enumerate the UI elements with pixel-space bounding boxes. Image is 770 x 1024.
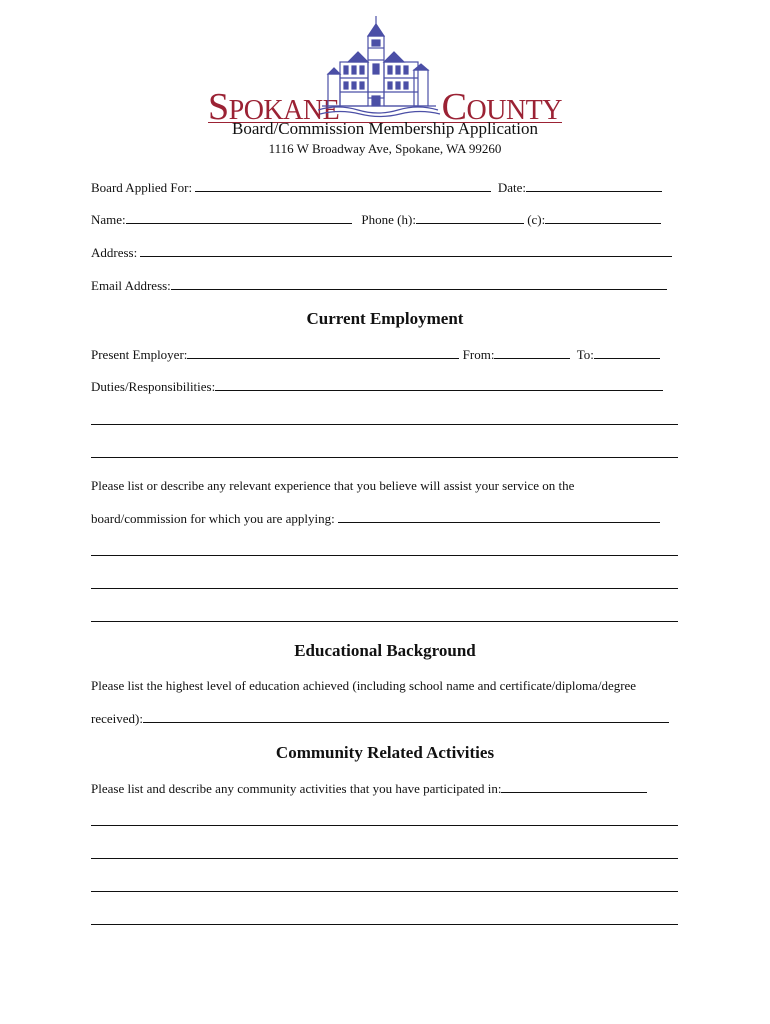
row-name-phone	[91, 211, 661, 228]
education-prompt-line1: Please list the highest level of education achieved (including school name and certificate/diploma/degree	[91, 678, 637, 693]
experience-blank-line[interactable]	[91, 555, 678, 556]
address-label: Address:	[91, 245, 138, 260]
current-employment-heading: Current Employment	[306, 309, 464, 328]
email-input[interactable]	[171, 277, 667, 290]
date-label: Date:	[497, 180, 527, 195]
email-label: Email Address:	[91, 278, 171, 293]
date-input[interactable]	[526, 179, 662, 192]
community-blank-line[interactable]	[91, 924, 678, 925]
community-prompt: Please list and describe any community activities that you have participated in:	[91, 781, 502, 796]
row-email	[91, 277, 667, 294]
name-input[interactable]	[126, 211, 352, 224]
address-input[interactable]	[140, 244, 672, 257]
county-address: 1116 W Broadway Ave, Spokane, WA 99260	[268, 141, 502, 156]
phone-home-input[interactable]	[416, 211, 524, 224]
row-community	[91, 780, 647, 797]
experience-prompt-line1: Please list or describe any relevant experience that you believe will assist your service on the	[91, 478, 575, 493]
courthouse-building-icon	[318, 14, 448, 118]
community-blank-line[interactable]	[91, 891, 678, 892]
community-input[interactable]	[501, 780, 647, 793]
row-board-date	[91, 179, 662, 196]
experience-prompt-line2: board/commission for which you are applying:	[91, 511, 335, 526]
to-label: To:	[576, 347, 594, 362]
present-employer-input[interactable]	[187, 346, 459, 359]
row-employer	[91, 346, 660, 363]
form-title: Board/Commission Membership Application	[232, 119, 538, 138]
row-education	[91, 710, 669, 727]
from-label: From:	[462, 347, 495, 362]
experience-blank-line[interactable]	[91, 621, 678, 622]
educational-background-heading: Educational Background	[294, 641, 476, 660]
phone-cell-input[interactable]	[545, 211, 661, 224]
logo-word-county: COUNTY	[441, 86, 562, 128]
board-applied-input[interactable]	[195, 179, 491, 192]
duties-label: Duties/Responsibilities:	[91, 379, 216, 394]
duties-blank-line[interactable]	[91, 424, 678, 425]
from-input[interactable]	[494, 346, 570, 359]
phone-home-label: Phone (h):	[361, 212, 416, 227]
duties-blank-line[interactable]	[91, 457, 678, 458]
name-label: Name:	[91, 212, 126, 227]
education-prompt-line2: received):	[91, 711, 143, 726]
present-employer-label: Present Employer:	[91, 347, 188, 362]
experience-input[interactable]	[338, 510, 660, 523]
row-experience	[91, 510, 660, 527]
experience-blank-line[interactable]	[91, 588, 678, 589]
community-activities-heading: Community Related Activities	[275, 743, 495, 762]
row-duties	[91, 378, 663, 395]
to-input[interactable]	[594, 346, 660, 359]
community-blank-line[interactable]	[91, 825, 678, 826]
community-blank-line[interactable]	[91, 858, 678, 859]
phone-cell-label: (c):	[527, 212, 546, 227]
logo-word-spokane: SPOKANE	[208, 86, 340, 128]
board-applied-label: Board Applied For:	[91, 180, 193, 195]
duties-input[interactable]	[215, 378, 663, 391]
row-address	[91, 244, 672, 261]
spokane-county-logo	[208, 14, 562, 128]
education-input[interactable]	[143, 710, 669, 723]
